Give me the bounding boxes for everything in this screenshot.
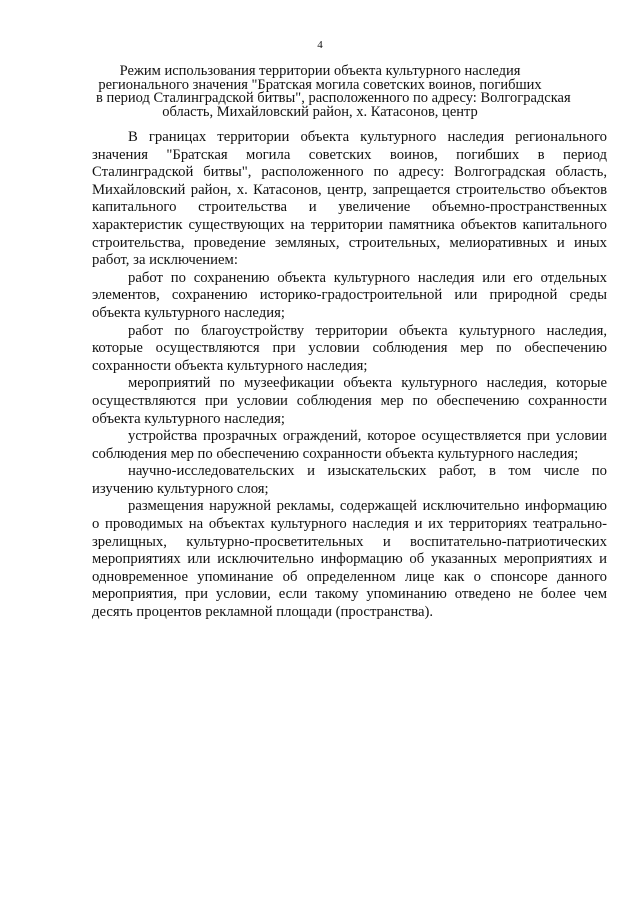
exception-paragraph: мероприятий по музеефикации объекта культурного наследия, которые осуществляются при условии соблюдения мер по обеспечению сохранности объекта культурного наследия; xyxy=(92,375,607,427)
title-line: область, Михайловский район, х. Катасонов, центр xyxy=(162,103,478,120)
page-number: 4 xyxy=(317,39,323,51)
exception-paragraph: научно-исследовательских и изыскательских работ, в том числе по изучению культурного слоя; xyxy=(92,463,607,497)
exception-paragraph: устройства прозрачных ограждений, которое осуществляется при условии соблюдения мер по обеспечению сохранности объекта культурного наследия; xyxy=(92,428,607,462)
document-body xyxy=(92,129,607,622)
title-line: Режим использования территории объекта культурного наследия xyxy=(119,63,521,79)
title-line: регионального значения "Братская могила советских воинов, погибших xyxy=(98,76,542,93)
exception-paragraph: размещения наружной рекламы, содержащей исключительно информацию о проводимых на объектах культурного наследия и их территориях театрально-зрелищных, культурно-просветительных и воспитательно-патриотических мероприятиях или исключительно информацию об указанных мероприятиях и одновременное упоминание об определенном лице как о спонсоре данного мероприятия, при условии, если такому упоминанию отведено не более чем десять процентов рекламной площади (пространства). xyxy=(92,498,607,621)
exception-paragraph: работ по сохранению объекта культурного наследия или его отдельных элементов, сохранению историко-градостроительной или природной среды объекта культурного наследия; xyxy=(92,269,607,321)
exception-paragraph: работ по благоустройству территории объекта культурного наследия, которые осуществляются при условии соблюдения мер по обеспечению сохранности объекта культурного наследия; xyxy=(92,322,607,374)
document-title xyxy=(96,63,571,120)
title-line: в период Сталинградской битвы", расположенного по адресу: Волгоградская xyxy=(96,90,571,107)
intro-paragraph: В границах территории объекта культурного наследия регионального значения "Братская могила советских воинов, погибших в период Сталинградской битвы", расположенного по адресу: Волгоградская область, Михайловский район, х. Катасонов, центр, запрещается строительство объектов капитального строительства и увеличение объемно-пространственных характеристик существующих на территории памятника объектов капитального строительства, проведение земляных, строительных, мелиоративных и иных работ, за исключением: xyxy=(92,129,607,269)
